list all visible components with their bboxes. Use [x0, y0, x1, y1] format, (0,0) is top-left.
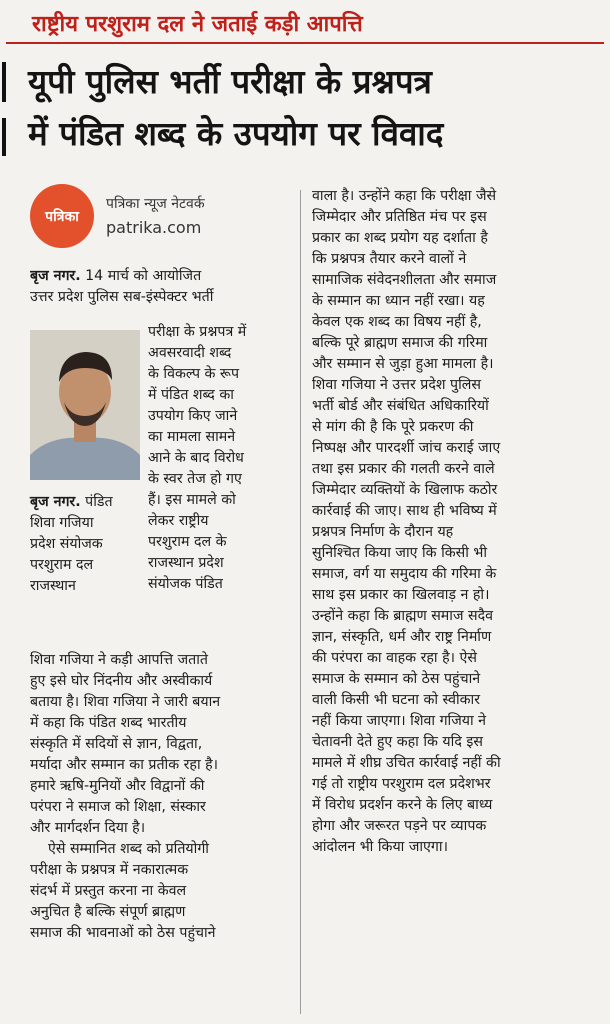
- news-network: पत्रिका न्यूज नेटवर्क: [106, 196, 205, 212]
- text-line: संस्कृति में सदियों से ज्ञान, विद्वता,: [30, 736, 203, 752]
- text-line: हैं। इस मामले को: [148, 492, 236, 508]
- caption-line: प्रदेश संयोजक: [30, 536, 103, 552]
- text-line: हुए इसे घोर निंदनीय और अस्वीकार्य: [30, 673, 213, 689]
- text-line: आने के बाद विरोध: [148, 450, 244, 466]
- text-line: समाज की भावनाओं को ठेस पहुंचाने: [30, 925, 216, 941]
- text-line: ऐसे सम्मानित शब्द को प्रतियोगी: [48, 841, 209, 857]
- text-line: कि प्रश्नपत्र तैयार करने वालों ने: [312, 251, 467, 267]
- text-line: परीक्षा के प्रश्नपत्र में नकारात्मक: [30, 862, 189, 878]
- text-line: समाज, वर्ग या समुदाय की गरिमा के: [312, 566, 497, 582]
- text-line: लेकर राष्ट्रीय: [148, 513, 209, 529]
- caption-line: राजस्थान: [30, 578, 76, 594]
- logo-text: पत्रिका: [45, 208, 79, 225]
- patrika-logo: [30, 184, 94, 248]
- text-line: 14 मार्च को आयोजित: [85, 268, 202, 284]
- text-line: के सम्मान का ध्यान नहीं रखा। यह: [312, 293, 485, 309]
- article-column-1-intro: [30, 266, 294, 308]
- text-line: होगा और जरूरत पड़ने पर व्यापक: [312, 818, 487, 834]
- kicker-headline: राष्ट्रीय परशुराम दल ने जताई कड़ी आपत्ति: [6, 6, 604, 44]
- text-line: में विरोध प्रदर्शन करने के लिए बाध्य: [312, 797, 493, 813]
- caption-line: पंडित: [85, 494, 113, 510]
- text-line: में पंडित शब्द का: [148, 387, 234, 403]
- article-column-2: [312, 186, 576, 858]
- text-line: केवल एक शब्द का विषय नहीं है,: [312, 314, 482, 330]
- text-line: संयोजक पंडित: [148, 576, 223, 592]
- caption-line: परशुराम दल: [30, 557, 94, 573]
- text-line: सामाजिक संवेदनशीलता और समाज: [312, 272, 497, 288]
- text-line: नहीं किया जाएगा। शिवा गजिया ने: [312, 713, 487, 729]
- text-line: मामले में शीघ्र उचित कार्रवाई नहीं की: [312, 755, 501, 771]
- text-line: की परंपरा का वाहक रहा है। ऐसे: [312, 650, 477, 666]
- text-line: के स्वर तेज हो गए: [148, 471, 242, 487]
- text-line: हमारे ऋषि-मुनियों और विद्वानों की: [30, 778, 205, 794]
- text-line: वाला है। उन्होंने कहा कि परीक्षा जैसे: [312, 188, 497, 204]
- text-line: से मांग की है कि पूरे प्रकरण की: [312, 419, 474, 435]
- text-line: कार्रवाई की जाए। साथ ही भविष्य में: [312, 503, 497, 519]
- text-line: ज्ञान, संस्कृति, धर्म और राष्ट्र निर्माण: [312, 629, 492, 645]
- headline-line-2: में पंडित शब्द के उपयोग पर विवाद: [28, 114, 444, 153]
- text-line: शिवा गजिया ने उत्तर प्रदेश पुलिस: [312, 377, 481, 393]
- text-line: में कहा कि पंडित शब्द भारतीय: [30, 715, 187, 731]
- text-line: सुनिश्चित किया जाए कि किसी भी: [312, 545, 488, 561]
- text-line: निष्पक्ष और पारदर्शी जांच कराई जाए: [312, 440, 501, 456]
- text-line: प्रश्नपत्र निर्माण के दौरान यह: [312, 524, 454, 540]
- text-line: तथा इस प्रकार की गलती करने वाले: [312, 461, 495, 477]
- text-line: और मार्गदर्शन दिया है।: [30, 820, 146, 836]
- text-line: संदर्भ में प्रस्तुत करना ना केवल: [30, 883, 187, 899]
- text-line: साथ इस प्रकार का खिलवाड़ न हो।: [312, 587, 490, 603]
- text-line: आंदोलन भी किया जाएगा।: [312, 839, 448, 855]
- site-name: patrika.com: [106, 218, 202, 237]
- text-line: शिवा गजिया ने कड़ी आपत्ति जताते: [30, 652, 208, 668]
- caption-line: शिवा गजिया: [30, 515, 94, 531]
- article-column-1-body: [30, 650, 294, 944]
- text-line: परंपरा ने समाज को शिक्षा, संस्कार: [30, 799, 206, 815]
- article-column-1-wrap: [148, 322, 294, 595]
- text-line: के विकल्प के रूप: [148, 366, 240, 382]
- main-headline: [6, 56, 604, 160]
- text-line: भर्ती बोर्ड और संबंधित अधिकारियों: [312, 398, 489, 414]
- text-line: बल्कि पूरे ब्राह्मण समाज की गरिमा: [312, 335, 488, 351]
- photo-caption: [30, 492, 148, 597]
- text-line: उन्होंने कहा कि ब्राह्मण समाज सदैव: [312, 608, 494, 624]
- text-line: और सम्मान से जुड़ा हुआ मामला है।: [312, 356, 494, 372]
- person-photo-illustration: [30, 330, 140, 480]
- column-divider: [300, 190, 301, 1014]
- person-photo: [30, 330, 140, 480]
- text-line: परीक्षा के प्रश्नपत्र में: [148, 324, 247, 340]
- text-line: जिम्मेदार और प्रतिष्ठित मंच पर इस: [312, 209, 487, 225]
- text-line: उत्तर प्रदेश पुलिस सब-इंस्पेक्टर भर्ती: [30, 289, 214, 305]
- text-line: उपयोग किए जाने: [148, 408, 238, 424]
- headline-line-1: यूपी पुलिस भर्ती परीक्षा के प्रश्नपत्र: [28, 62, 432, 101]
- text-line: का मामला सामने: [148, 429, 236, 445]
- text-line: प्रकार का शब्द प्रयोग यह दर्शाता है: [312, 230, 488, 246]
- text-line: वाली किसी भी घटना को स्वीकार: [312, 692, 480, 708]
- text-line: राजस्थान प्रदेश: [148, 555, 224, 571]
- text-line: गई तो राष्ट्रीय परशुराम दल प्रदेशभर: [312, 776, 491, 792]
- caption-place: बृज नगर.: [30, 494, 81, 510]
- text-line: मर्यादा और सम्मान का प्रतीक रहा है।: [30, 757, 219, 773]
- text-line: चेतावनी देते हुए कहा कि यदि इस: [312, 734, 483, 750]
- byline: [30, 184, 290, 244]
- text-line: समाज के सम्मान को ठेस पहुंचाने: [312, 671, 481, 687]
- text-line: परशुराम दल के: [148, 534, 227, 550]
- text-line: बताया है। शिवा गजिया ने जारी बयान: [30, 694, 221, 710]
- text-line: जिम्मेदार व्यक्तियों के खिलाफ कठोर: [312, 482, 498, 498]
- dateline: बृज नगर.: [30, 268, 81, 284]
- text-line: अवसरवादी शब्द: [148, 345, 232, 361]
- text-line: अनुचित है बल्कि संपूर्ण ब्राह्मण: [30, 904, 186, 920]
